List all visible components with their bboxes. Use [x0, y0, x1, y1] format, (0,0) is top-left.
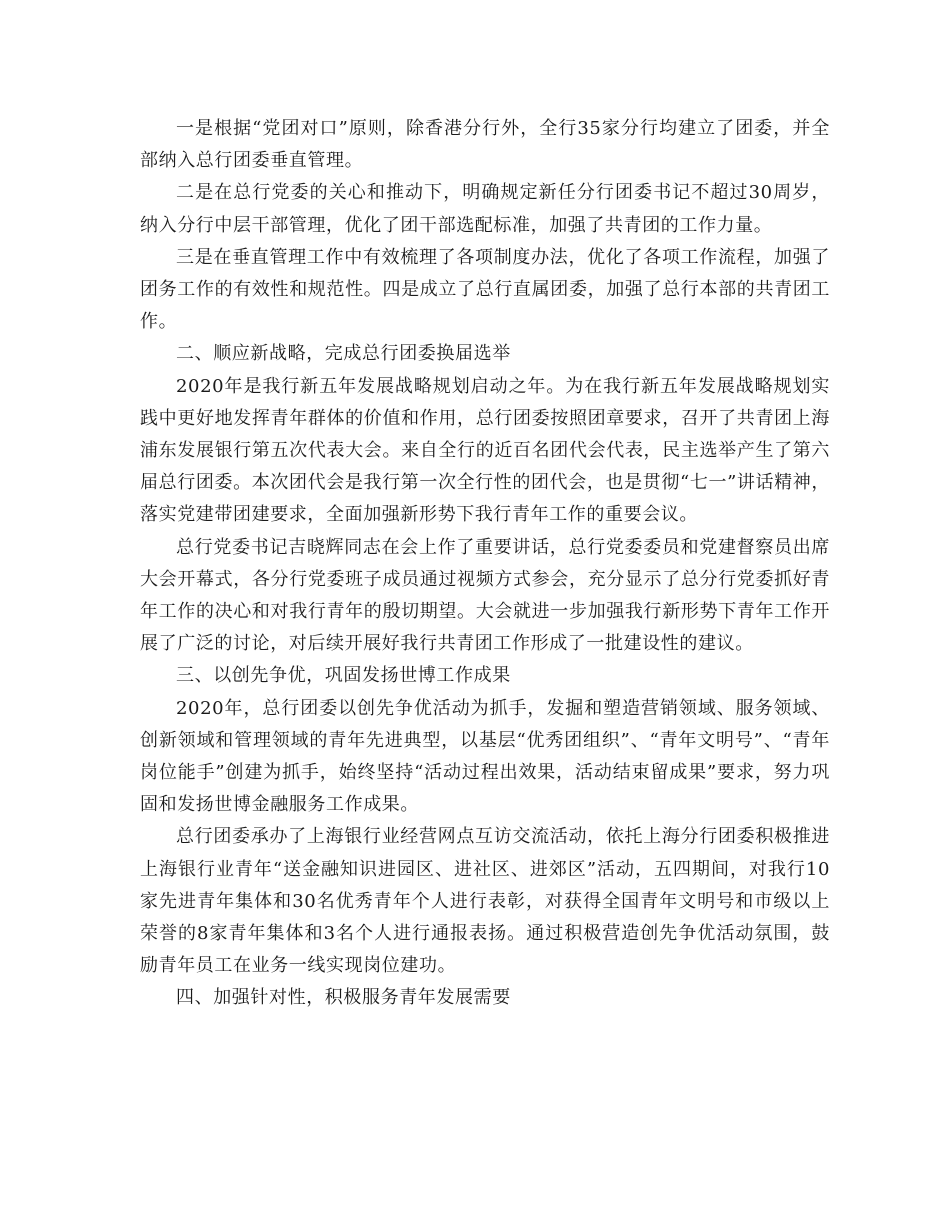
paragraph: 三是在垂直管理工作中有效梳理了各项制度办法，优化了各项工作流程，加强了团务工作的有效性和规范性。四是成立了总行直属团委，加强了总行本部的共青团工作。	[140, 246, 830, 333]
section-heading: 四、加强针对性，积极服务青年发展需要	[176, 987, 511, 1009]
paragraph: 总行团委承办了上海银行业经营网点互访交流活动，依托上海分行团委积极推进上海银行业青年“送金融知识进园区、进社区、进郊区”活动，五四期间，对我行10家先进青年集体和30名优秀青年个人进行表彰，对获得全国青年文明号和市级以上荣誉的8家青年集体和3名个人进行通报表扬。通过积极营造创先争优活动氛围，鼓励青年员工在业务一线实现岗位建功。	[140, 826, 830, 977]
section-heading: 三、以创先争优，巩固发扬世博工作成果	[176, 665, 511, 687]
paragraph: 2020年是我行新五年发展战略规划启动之年。为在我行新五年发展战略规划实践中更好地发挥青年群体的价值和作用，总行团委按照团章要求，召开了共青团上海浦东发展银行第五次代表大会。来自全行的近百名团代会代表，民主选举产生了第六届总行团委。本次团代会是我行第一次全行性的团代会，也是贯彻“七一”讲话精神，落实党建带团建要求，全面加强新形势下我行青年工作的重要会议。	[140, 375, 830, 526]
paragraph: 二是在总行党委的关心和推动下，明确规定新任分行团委书记不超过30周岁，纳入分行中层干部管理，优化了团干部选配标准，加强了共青团的工作力量。	[140, 182, 830, 236]
document-body	[140, 113, 830, 1015]
paragraph: 总行党委书记吉晓辉同志在会上作了重要讲话，总行党委委员和党建督察员出席大会开幕式，各分行党委班子成员通过视频方式参会，充分显示了总分行党委抓好青年工作的决心和对我行青年的殷切期望。大会就进一步加强我行新形势下青年工作开展了广泛的讨论，对后续开展好我行共青团工作形成了一批建设性的建议。	[140, 536, 830, 655]
section-heading: 二、顺应新战略，完成总行团委换届选举	[176, 343, 511, 365]
paragraph: 一是根据“党团对口”原则，除香港分行外，全行35家分行均建立了团委，并全部纳入总行团委垂直管理。	[140, 118, 830, 172]
paragraph: 2020年，总行团委以创先争优活动为抓手，发掘和塑造营销领域、服务领域、创新领域和管理领域的青年先进典型，以基层“优秀团组织”、“青年文明号”、“青年岗位能手”创建为抓手，始终坚持“活动过程出效果，活动结束留成果”要求，努力巩固和发扬世博金融服务工作成果。	[140, 697, 830, 816]
